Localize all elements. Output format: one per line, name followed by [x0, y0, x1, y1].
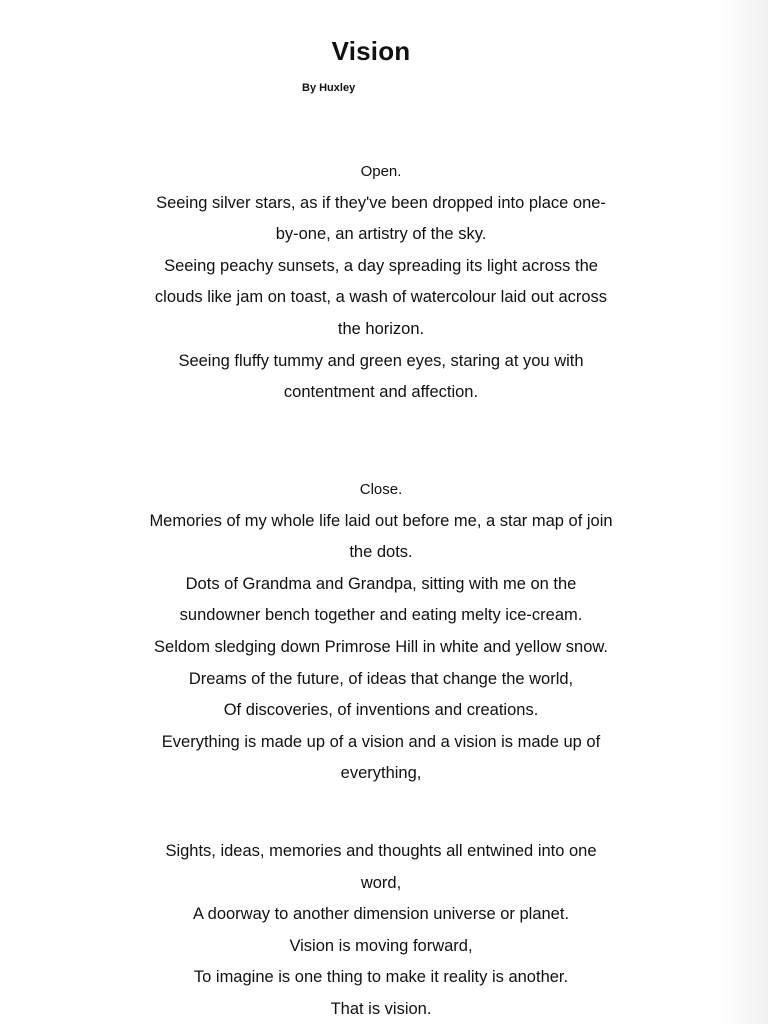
poem-line: Vision is moving forward, — [289, 936, 473, 955]
poem-line: Of discoveries, of inventions and creations. — [223, 701, 539, 720]
stanza-final — [70, 836, 692, 1024]
poem-line: Sights, ideas, memories and thoughts all entwined into one — [165, 842, 597, 860]
poem-title: Vision — [331, 36, 411, 66]
poem-line: A doorway to another dimension universe or planet. — [192, 905, 570, 924]
poem-line: Memories of my whole life laid out before me, a star map of join — [149, 511, 613, 530]
stanza-heading-close: Close. — [359, 481, 403, 498]
poem-line: Seeing fluffy tummy and green eyes, staring at you with — [178, 351, 584, 370]
poem-line: word, — [360, 873, 402, 892]
stanza-open — [70, 156, 692, 409]
poem-line: clouds like jam on toast, a wash of watercolour laid out across — [154, 288, 608, 307]
poem-line: That is vision. — [330, 999, 432, 1018]
poem-line: Dots of Grandma and Grandpa, sitting with me on the — [185, 574, 577, 593]
poem-line: sundowner bench together and eating melty ice-cream. — [179, 606, 583, 625]
poem-line: Seldom sledging down Primrose Hill in white and yellow snow. — [154, 637, 608, 656]
poem-line: the dots. — [349, 543, 413, 562]
poem-line: everything, — [340, 764, 422, 783]
poem-line: contentment and affection. — [283, 383, 479, 402]
poem-line: Seeing peachy sunsets, a day spreading its light across the — [164, 256, 598, 275]
stanza-close — [70, 474, 692, 790]
poem-line: the horizon. — [337, 319, 425, 338]
stanza-heading-open: Open. — [360, 163, 402, 180]
poem-line: Everything is made up of a vision and a vision is made up of — [161, 732, 601, 751]
scan-edge — [718, 0, 768, 1024]
poem-line: To imagine is one thing to make it reality is another. — [193, 968, 569, 987]
poem-author: By Huxley — [302, 82, 356, 94]
poem-line: Seeing silver stars, as if they've been dropped into place one- — [156, 193, 606, 212]
poem-line: Dreams of the future, of ideas that change the world, — [188, 669, 574, 688]
poem-line: by-one, an artistry of the sky. — [275, 225, 487, 244]
